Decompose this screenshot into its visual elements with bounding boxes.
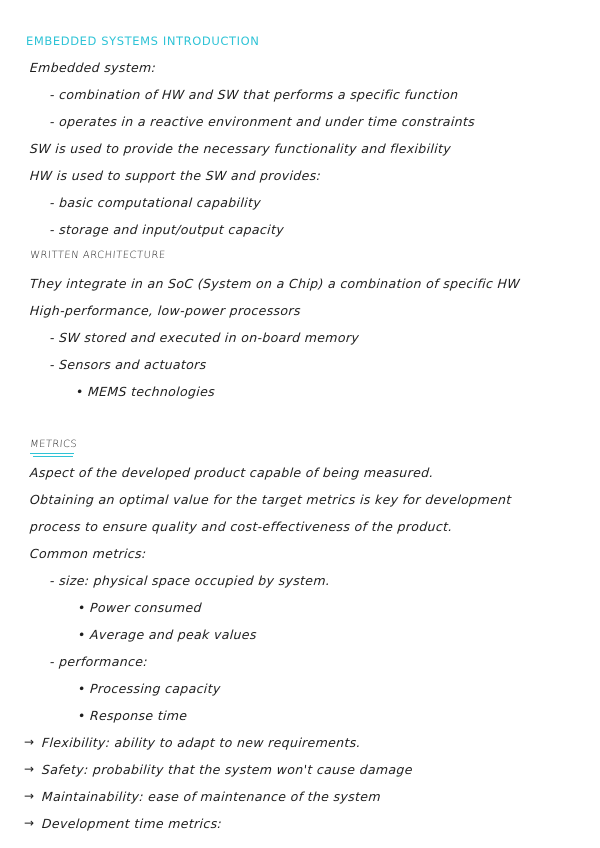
note-line: - storage and input/output capacity: [49, 222, 285, 237]
heading-underline: [30, 453, 74, 454]
arrow-icon: →: [24, 735, 35, 749]
note-line: - size: physical space occupied by system.: [49, 573, 331, 588]
note-line: Flexibility: ability to adapt to new requirements.: [41, 735, 362, 750]
note-line: High-performance, low-power processors: [29, 303, 302, 318]
note-line: - SW stored and executed in on-board memory: [49, 330, 360, 345]
note-line: HW is used to support the SW and provides:: [29, 168, 322, 183]
heading-underline: [33, 456, 73, 457]
note-line: • Power consumed: [77, 600, 203, 615]
arrow-icon: →: [24, 816, 35, 830]
note-line: Safety: probability that the system won't cause damage: [41, 762, 414, 777]
note-line: - Sensors and actuators: [49, 357, 208, 372]
arrow-icon: →: [24, 762, 35, 776]
page-title: EMBEDDED SYSTEMS INTRODUCTION: [26, 34, 260, 48]
note-line: - operates in a reactive environment and under time constraints: [49, 114, 476, 129]
note-line: • Processing capacity: [77, 681, 222, 696]
note-line: • Average and peak values: [77, 627, 258, 642]
note-line: Embedded system:: [29, 60, 157, 75]
arrow-icon: →: [24, 789, 35, 803]
section-heading: WRITTEN ARCHITECTURE: [29, 250, 167, 261]
note-line: Aspect of the developed product capable of being measured.: [29, 465, 435, 480]
note-line: Development time metrics:: [41, 816, 223, 831]
note-line: Maintainability: ease of maintenance of the system: [41, 789, 382, 804]
note-line: Common metrics:: [29, 546, 148, 561]
note-line: Obtaining an optimal value for the target metrics is key for development: [29, 492, 513, 507]
note-line: They integrate in an SoC (System on a Chip) a combination of specific HW: [29, 276, 521, 291]
note-line: process to ensure quality and cost-effectiveness of the product.: [29, 519, 454, 534]
note-line: • MEMS technologies: [75, 384, 216, 399]
note-line: - combination of HW and SW that performs a specific function: [49, 87, 460, 102]
section-heading: METRICS: [29, 439, 78, 450]
note-line: - performance:: [49, 654, 149, 669]
note-line: - basic computational capability: [49, 195, 262, 210]
note-line: SW is used to provide the necessary functionality and flexibility: [29, 141, 452, 156]
note-line: • Response time: [77, 708, 188, 723]
